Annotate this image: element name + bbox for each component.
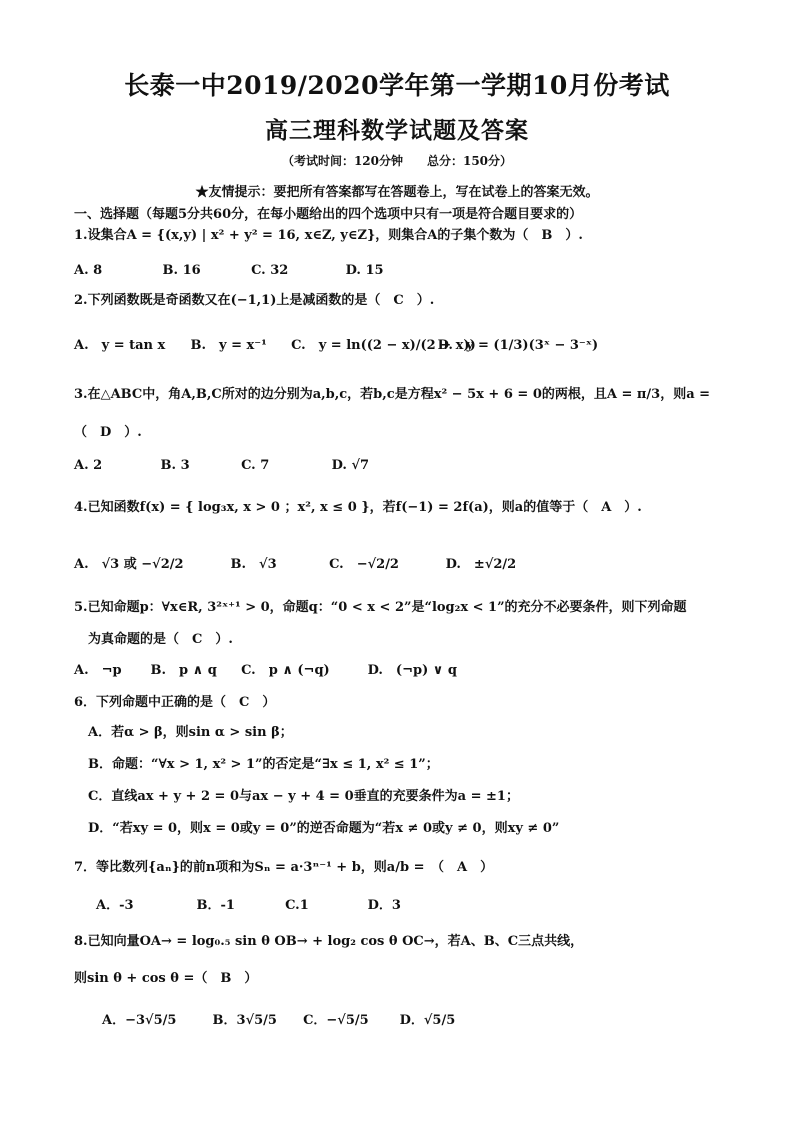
question-4-option-d: D. ±√2/2: [445, 557, 517, 572]
question-3-stem: 3.在△ABC中，角A,B,C所对的边分别为a,b,c，若b,c是方程x² − 5x + 6 = 0的两根，且A = π/3，则a =: [74, 387, 711, 402]
question-3-option-a: A. 2: [74, 458, 103, 473]
question-3-option-d: D. √7: [331, 458, 370, 473]
question-3-options: [74, 457, 369, 475]
question-2-option-c: C. y = ln((2 − x)/(2 + x)): [291, 338, 476, 353]
question-1-option-a: A. 8: [74, 263, 103, 278]
question-5-option-a: A. ¬p: [74, 663, 122, 678]
question-8-stem-cont: 则sin θ + cos θ =（ B ）: [74, 971, 258, 986]
question-8-option-d: D．√5/5: [399, 1013, 456, 1028]
question-8-stem: 8.已知向量OA→ = log₀.₅ sin θ OB→ + log₂ cos θ OC→，若A、B、C三点共线，: [74, 934, 584, 949]
question-7-option-b: B．-1: [196, 898, 235, 913]
question-3-option-c: C. 7: [241, 458, 270, 473]
question-1-option-d: D. 15: [345, 263, 384, 278]
question-2-option-d: D. y = (1/3)(3ˣ − 3⁻ˣ): [437, 338, 599, 353]
question-6-option-a: A．若α > β，则sin α > sin β；: [88, 725, 293, 740]
question-2-option-a: A. y = tan x: [74, 338, 166, 353]
exam-subtitle: 高三理科数学试题及答案: [265, 117, 529, 144]
question-2-option-b: B. y = x⁻¹: [190, 338, 267, 353]
question-1-options: [74, 262, 384, 280]
question-7-options: [96, 897, 401, 915]
question-6-stem: 6．下列命题中正确的是（ C ）: [74, 695, 276, 710]
question-7-option-a: A．-3: [96, 898, 134, 913]
question-8-option-c: C．−√5/5: [303, 1013, 369, 1028]
question-5-option-d: D. (¬p) ∨ q: [367, 663, 457, 678]
question-1-stem: 1.设集合A = {(x,y) | x² + y² = 16, x∈Z, y∈Z}，则集合A的子集个数为（ B ）.: [74, 228, 583, 243]
question-5-option-c: C. p ∧ (¬q): [241, 663, 330, 678]
question-5-options: [74, 662, 457, 680]
question-6-option-b: B．命题：“∀x > 1, x² > 1”的否定是“∃x ≤ 1, x² ≤ 1”；: [88, 757, 439, 772]
exam-title: 长泰一中2019/2020学年第一学期10月份考试: [124, 71, 670, 100]
question-5-stem-cont: 为真命题的是（ C ）.: [88, 632, 233, 647]
question-2-stem: 2.下列函数既是奇函数又在(−1,1)上是减函数的是（ C ）.: [74, 293, 435, 308]
question-7-option-d: D．3: [367, 898, 401, 913]
question-4-option-c: C. −√2/2: [329, 557, 399, 572]
question-3-option-b: B. 3: [160, 458, 190, 473]
question-1-option-b: B. 16: [162, 263, 201, 278]
question-4-stem: 4.已知函数f(x) = { log₃x, x > 0 ；x², x ≤ 0 }，若f(−1) = 2f(a)，则a的值等于（ A ）.: [74, 500, 642, 515]
question-3-stem-cont: （ D ）.: [74, 425, 142, 440]
question-4-option-a: A. √3 或 −√2/2: [74, 557, 184, 572]
question-4-option-b: B. √3: [230, 557, 277, 572]
question-1-option-c: C. 32: [251, 263, 289, 278]
question-8-options: [102, 1012, 455, 1030]
question-7-option-c: C.1: [285, 898, 309, 913]
section-heading: 一、选择题（每题5分共60分，在每小题给出的四个选项中只有一项是符合题目要求的）: [74, 207, 583, 222]
question-2-options: [74, 337, 598, 355]
question-5-stem: 5.已知命题p：∀x∈R, 3²ˣ⁺¹ > 0，命题q：“0 < x < 2”是“log₂x < 1”的充分不必要条件，则下列命题: [74, 600, 687, 615]
question-6-option-c: C．直线ax + y + 2 = 0与ax − y + 4 = 0垂直的充要条件为a = ±1；: [88, 789, 519, 804]
question-8-option-b: B．3√5/5: [212, 1013, 277, 1028]
question-4-options: [74, 556, 516, 574]
question-6-option-d: D．“若xy = 0，则x = 0或y = 0”的逆否命题为“若x ≠ 0或y ≠ 0，则xy ≠ 0”: [88, 821, 560, 836]
question-5-option-b: B. p ∧ q: [150, 663, 217, 678]
question-7-stem: 7．等比数列{aₙ}的前n项和为Sₙ = a·3ⁿ⁻¹ + b，则a/b = （ A ）: [74, 860, 494, 875]
exam-info: （考试时间：120分钟 总分：150分）: [281, 154, 513, 168]
friendly-tip: ★友情提示：要把所有答案都写在答题卷上，写在试卷上的答案无效。: [195, 185, 599, 200]
question-8-option-a: A．−3√5/5: [102, 1013, 177, 1028]
faint-watermark: [568, 722, 580, 750]
